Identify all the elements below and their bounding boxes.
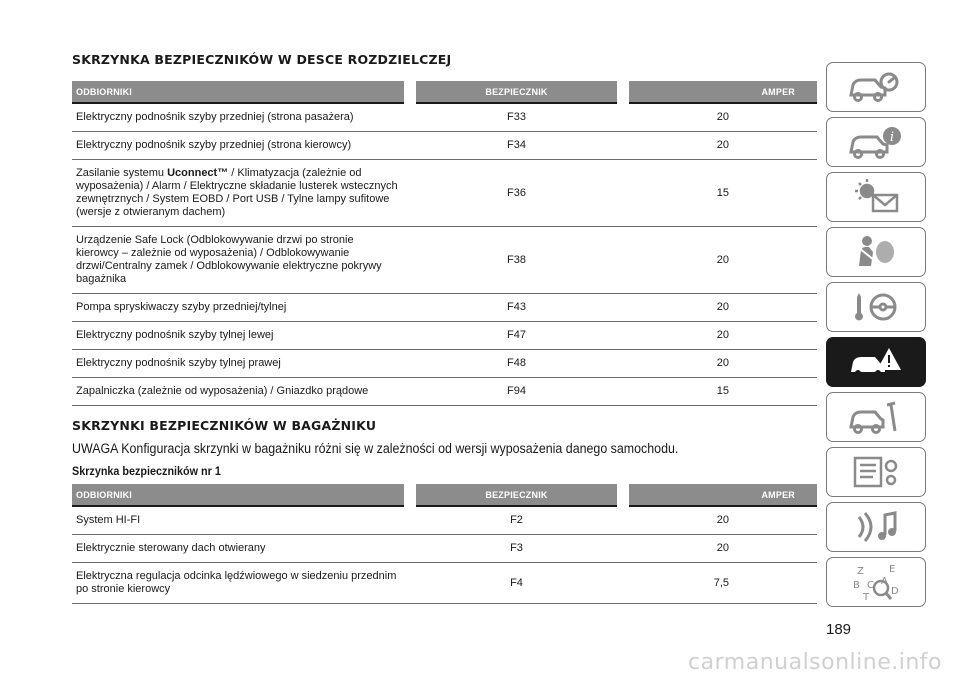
consumer-text-bold: Uconnect™ — [167, 167, 229, 179]
consumer-description — [72, 563, 410, 604]
tab-car-info[interactable] — [826, 117, 926, 167]
tab-starting-driving[interactable] — [826, 282, 926, 332]
fuse-id: F38 — [410, 227, 623, 294]
svg-text:C: C — [867, 580, 874, 591]
consumer-text: Elektryczny podnośnik szyby przedniej (strona pasażera) — [76, 111, 354, 123]
svg-text:A: A — [881, 576, 888, 587]
fuse-id: F43 — [410, 294, 623, 322]
warning-lights-message-icon — [845, 177, 907, 217]
tab-multimedia[interactable] — [826, 502, 926, 552]
consumer-text: Elektryczna regulacja odcinka lędźwiowego w siedzeniu przednim po stronie kierowcy — [76, 570, 397, 595]
fuse-ampere: 20 — [623, 227, 817, 294]
table-row — [72, 322, 817, 350]
table-row — [72, 535, 817, 563]
fuse-id: F3 — [410, 535, 623, 563]
consumer-description — [72, 322, 410, 350]
watermark: carmanualsonline.info — [688, 650, 942, 675]
consumer-description — [72, 506, 410, 535]
configuration-note: UWAGA Konfiguracja skrzynki w bagażniku różni się w zależności od wersji wyposażenia danego samochodu. — [72, 441, 679, 456]
fuse-table-dashboard — [72, 81, 817, 406]
fuse-ampere: 20 — [623, 132, 817, 160]
car-emergency-icon — [845, 342, 907, 382]
fuse-id: F4 — [410, 563, 623, 604]
header-fuse: BEZPIECZNIK — [410, 484, 623, 506]
technical-data-icon — [845, 452, 907, 492]
consumer-text: Elektryczny podnośnik szyby tylnej prawej — [76, 357, 281, 369]
fuse-id: F48 — [410, 350, 623, 378]
table-row — [72, 160, 817, 227]
fuse-table-boot — [72, 484, 817, 604]
multimedia-icon — [845, 507, 907, 547]
consumer-text: Urządzenie Safe Lock (Odblokowywanie drzwi po stronie kierowcy – zależnie od wyposażenia) / Odblokowywanie drzwi/Centralny zamek / Odblokowywanie elektryczne pokrywy bagażnika — [76, 234, 382, 285]
tab-maintenance[interactable] — [826, 392, 926, 442]
chapter-sidebar — [826, 62, 930, 612]
fuse-ampere: 20 — [623, 506, 817, 535]
consumer-text: Elektryczny podnośnik szyby tylnej lewej — [76, 329, 274, 341]
section-title-dashboard-fusebox: SKRZYNKA BEZPIECZNIKÓW W DESCE ROZDZIELCZEJ — [72, 52, 452, 67]
header-consumers: ODBIORNIKI — [72, 484, 410, 506]
steering-wheel-key-icon — [845, 287, 907, 327]
fuse-ampere: 20 — [623, 322, 817, 350]
fuse-ampere: 7,5 — [623, 563, 817, 604]
fuse-id: F2 — [410, 506, 623, 535]
table-row — [72, 227, 817, 294]
table-row — [72, 563, 817, 604]
consumer-text: Elektryczny podnośnik szyby przedniej (strona kierowcy) — [76, 139, 352, 151]
consumer-description — [72, 132, 410, 160]
svg-text:i: i — [889, 130, 895, 145]
airbag-safety-icon — [845, 232, 907, 272]
svg-text:B: B — [853, 580, 860, 591]
table-row — [72, 103, 817, 132]
table-row — [72, 506, 817, 535]
svg-text:T: T — [863, 592, 870, 602]
index-alphabet-icon — [845, 562, 907, 602]
page-content — [72, 52, 817, 604]
fuse-id: F94 — [410, 378, 623, 406]
fuse-ampere: 15 — [623, 160, 817, 227]
consumer-description — [72, 160, 410, 227]
tab-warning-lights[interactable] — [826, 172, 926, 222]
page-number: 189 — [826, 621, 852, 638]
header-fuse: BEZPIECZNIK — [410, 81, 623, 103]
tab-emergencies[interactable] — [826, 337, 926, 387]
consumer-text: / Klimatyzacja (zależnie od wyposażenia) / Alarm / Elektryczne składanie lusterek wstecznych zewnętrznych / System EOBD / Port USB / Tylne lampy sufitowe (wersje z otwieranym dachem) — [76, 167, 398, 218]
fuse-id: F33 — [410, 103, 623, 132]
fuse-ampere: 20 — [623, 103, 817, 132]
car-dashboard-icon — [845, 67, 907, 107]
consumer-text: Pompa spryskiwaczy szyby przedniej/tylnej — [76, 301, 287, 313]
consumer-description — [72, 227, 410, 294]
fuse-id: F36 — [410, 160, 623, 227]
fuse-id: F47 — [410, 322, 623, 350]
consumer-description — [72, 378, 410, 406]
consumer-text: Zapalniczka (zależnie od wyposażenia) / Gniazdko prądowe — [76, 385, 369, 397]
fuse-id: F34 — [410, 132, 623, 160]
car-info-icon — [845, 122, 907, 162]
consumer-description — [72, 350, 410, 378]
svg-text:D: D — [891, 586, 899, 597]
fusebox-subtitle: Skrzynka bezpieczników nr 1 — [72, 464, 221, 478]
tab-safety[interactable] — [826, 227, 926, 277]
fuse-ampere: 15 — [623, 378, 817, 406]
consumer-description — [72, 294, 410, 322]
car-maintenance-icon — [845, 397, 907, 437]
consumer-text: Elektrycznie sterowany dach otwierany — [76, 542, 266, 554]
tab-getting-to-know-car[interactable] — [826, 62, 926, 112]
fuse-ampere: 20 — [623, 294, 817, 322]
consumer-text: Zasilanie systemu — [76, 167, 168, 179]
tab-technical-data[interactable] — [826, 447, 926, 497]
section-title-boot-fusebox: SKRZYNKI BEZPIECZNIKÓW W BAGAŻNIKU — [72, 418, 377, 433]
consumer-description — [72, 535, 410, 563]
svg-text:E: E — [889, 564, 896, 575]
header-ampere: AMPER — [623, 81, 817, 103]
svg-text:Z: Z — [857, 566, 864, 577]
tab-index[interactable] — [826, 557, 926, 607]
table-row — [72, 132, 817, 160]
table-row — [72, 350, 817, 378]
table-row — [72, 378, 817, 406]
consumer-description — [72, 103, 410, 132]
fuse-ampere: 20 — [623, 350, 817, 378]
fuse-ampere: 20 — [623, 535, 817, 563]
table-row — [72, 294, 817, 322]
consumer-text: System HI-FI — [76, 514, 141, 526]
header-consumers: ODBIORNIKI — [72, 81, 410, 103]
header-ampere: AMPER — [623, 484, 817, 506]
